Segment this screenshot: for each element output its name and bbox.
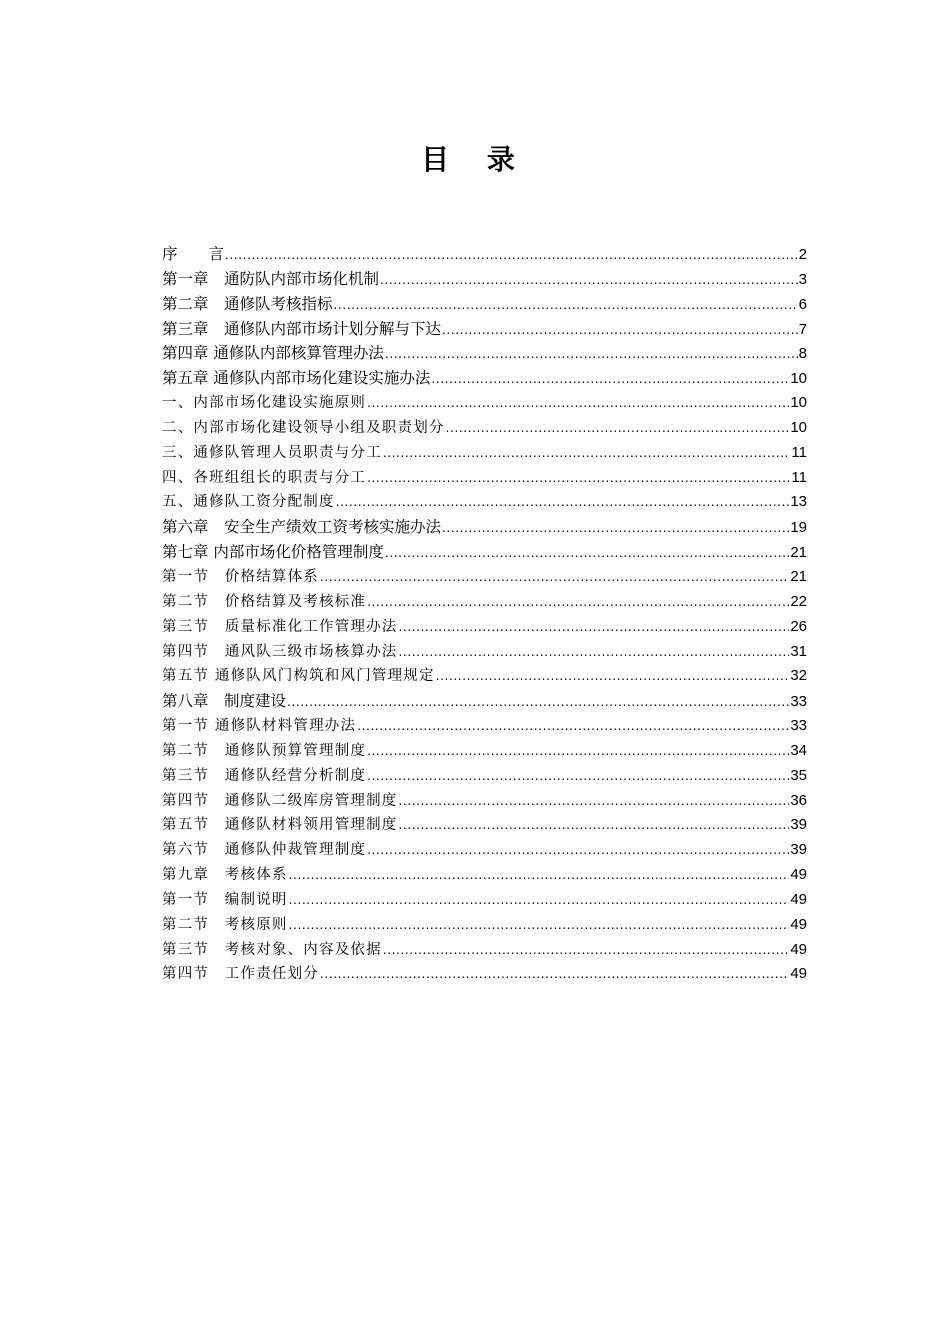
toc-page-number: 35 — [790, 766, 807, 784]
toc-entry-title: 四、各班组组长的职责与分工 — [162, 469, 367, 486]
toc-page-number: 10 — [790, 418, 807, 436]
toc-dot-leader — [287, 689, 789, 715]
toc-entry[interactable] — [162, 689, 807, 714]
toc-dot-leader — [357, 714, 789, 739]
toc-entry-title: 五、通修队工资分配制度 — [162, 494, 335, 511]
toc-page-number: 26 — [790, 617, 807, 635]
toc-dot-leader — [385, 341, 798, 367]
toc-entry[interactable] — [162, 466, 807, 491]
toc-page-number: 36 — [790, 791, 807, 809]
toc-page-number: 49 — [790, 940, 807, 958]
toc-entry-title: 二、内部市场化建设领导小组及职责划分 — [162, 419, 445, 436]
toc-entry[interactable] — [162, 863, 807, 888]
toc-entry[interactable] — [162, 515, 807, 540]
toc-entry[interactable] — [162, 888, 807, 913]
toc-entry-title: 第二节 考核原则 — [162, 916, 288, 933]
table-of-contents — [162, 242, 807, 987]
toc-dot-leader — [367, 466, 790, 491]
toc-page-number: 19 — [790, 519, 807, 537]
toc-entry-title: 一、内部市场化建设实施原则 — [162, 395, 367, 412]
toc-entry-title: 第三节 考核对象、内容及依据 — [162, 941, 382, 958]
toc-dot-leader — [320, 565, 789, 590]
toc-entry[interactable] — [162, 838, 807, 863]
toc-page-number: 33 — [790, 693, 807, 711]
toc-entry[interactable] — [162, 267, 807, 292]
toc-entry[interactable] — [162, 341, 807, 366]
toc-entry[interactable] — [162, 565, 807, 590]
toc-entry-title: 第八章 制度建设 — [162, 692, 287, 711]
toc-dot-leader — [336, 490, 790, 515]
toc-page-number: 22 — [790, 592, 807, 610]
toc-dot-leader — [431, 366, 789, 392]
toc-dot-leader — [436, 664, 790, 689]
toc-dot-leader — [399, 615, 790, 640]
toc-entry[interactable] — [162, 242, 807, 267]
toc-dot-leader — [399, 640, 790, 665]
toc-page-number: 49 — [790, 890, 807, 908]
toc-dot-leader — [446, 416, 790, 441]
toc-entry[interactable] — [162, 441, 807, 466]
toc-entry-title: 三、通修队管理人员职责与分工 — [162, 444, 382, 461]
toc-entry[interactable] — [162, 416, 807, 441]
toc-entry-title: 第一章 通防队内部市场化机制 — [162, 269, 380, 288]
toc-page-number: 49 — [790, 965, 807, 983]
toc-dot-leader — [442, 317, 798, 343]
toc-entry-title: 第一节 通修队材料管理办法 — [162, 718, 357, 735]
toc-entry[interactable] — [162, 292, 807, 317]
toc-entry[interactable] — [162, 764, 807, 789]
toc-entry-title: 第四节 工作责任划分 — [162, 966, 319, 983]
toc-dot-leader — [399, 789, 790, 814]
toc-dot-leader — [383, 938, 790, 963]
toc-page-number: 49 — [790, 915, 807, 933]
toc-entry-title: 第四章 通修队内部核算管理办法 — [162, 344, 384, 363]
toc-entry[interactable] — [162, 938, 807, 963]
toc-dot-leader — [320, 962, 789, 987]
toc-dot-leader — [289, 888, 790, 913]
toc-dot-leader — [367, 590, 789, 615]
toc-entry-title: 第九章 考核体系 — [162, 867, 288, 884]
toc-entry-title: 第五节 通修队材料领用管理制度 — [162, 817, 398, 834]
toc-page-number: 49 — [790, 866, 807, 884]
toc-entry-title: 第二节 通修队预算管理制度 — [162, 742, 367, 759]
toc-entry-title: 第一节 编制说明 — [162, 891, 288, 908]
toc-entry-title: 第三节 通修队经营分析制度 — [162, 767, 367, 784]
toc-entry-title: 序 言 — [162, 245, 225, 263]
toc-entry-title: 第五章 通修队内部市场化建设实施办法 — [162, 369, 431, 388]
toc-dot-leader — [367, 391, 789, 416]
toc-entry-title: 第三章 通修队内部市场计划分解与下达 — [162, 319, 442, 338]
toc-entry[interactable] — [162, 739, 807, 764]
toc-entry[interactable] — [162, 813, 807, 838]
toc-entry-title: 第二章 通修队考核指标 — [162, 294, 333, 313]
toc-page-number: 10 — [790, 394, 807, 412]
toc-page-number: 39 — [790, 816, 807, 834]
toc-entry-title: 第四节 通修队二级库房管理制度 — [162, 792, 398, 809]
toc-page-number: 8 — [798, 345, 807, 363]
toc-page-number: 3 — [798, 270, 807, 288]
toc-entry[interactable] — [162, 913, 807, 938]
toc-dot-leader — [367, 739, 789, 764]
toc-entry[interactable] — [162, 714, 807, 739]
toc-dot-leader — [225, 242, 798, 268]
toc-page-number: 11 — [791, 468, 807, 486]
toc-entry[interactable] — [162, 789, 807, 814]
toc-page-number: 39 — [790, 841, 807, 859]
toc-dot-leader — [367, 764, 789, 789]
toc-page-number: 31 — [790, 642, 807, 660]
toc-page-number: 21 — [790, 544, 807, 562]
toc-dot-leader — [334, 292, 798, 318]
toc-entry[interactable] — [162, 962, 807, 987]
toc-page-number: 6 — [798, 295, 807, 313]
toc-page-number: 32 — [790, 667, 807, 685]
page-title: 目 录 — [421, 143, 529, 176]
toc-entry-title: 第三节 质量标准化工作管理办法 — [162, 618, 398, 635]
toc-entry[interactable] — [162, 590, 807, 615]
toc-entry-title: 第二节 价格结算及考核标准 — [162, 593, 367, 610]
toc-page-number: 2 — [798, 246, 807, 263]
toc-entry[interactable] — [162, 640, 807, 665]
toc-dot-leader — [399, 813, 790, 838]
toc-page-number: 21 — [790, 567, 807, 585]
toc-dot-leader — [383, 441, 791, 466]
toc-entry[interactable] — [162, 366, 807, 391]
toc-page-number: 33 — [790, 717, 807, 735]
toc-entry-title: 第一节 价格结算体系 — [162, 568, 319, 585]
toc-entry-title: 第五节 通修队风门构筑和风门管理规定 — [162, 668, 435, 685]
toc-entry-title: 第六节 通修队仲裁管理制度 — [162, 842, 367, 859]
toc-entry[interactable] — [162, 490, 807, 515]
toc-dot-leader — [380, 267, 798, 293]
toc-page-number: 7 — [798, 320, 807, 338]
toc-entry[interactable] — [162, 317, 807, 342]
toc-entry-title: 第六章 安全生产绩效工资考核实施办法 — [162, 518, 442, 537]
toc-page-number: 11 — [791, 443, 807, 461]
toc-entry[interactable] — [162, 664, 807, 689]
toc-page-number: 34 — [790, 741, 807, 759]
toc-page-number: 10 — [790, 370, 807, 388]
toc-entry[interactable] — [162, 615, 807, 640]
toc-dot-leader — [442, 515, 789, 541]
toc-dot-leader — [289, 913, 790, 938]
toc-entry-title: 第七章 内部市场化价格管理制度 — [162, 543, 384, 562]
toc-dot-leader — [367, 838, 789, 863]
toc-entry[interactable] — [162, 391, 807, 416]
toc-dot-leader — [289, 863, 790, 888]
toc-dot-leader — [385, 540, 789, 566]
toc-page-number: 13 — [790, 493, 807, 511]
toc-entry-title: 第四节 通风队三级市场核算办法 — [162, 643, 398, 660]
toc-entry[interactable] — [162, 540, 807, 565]
